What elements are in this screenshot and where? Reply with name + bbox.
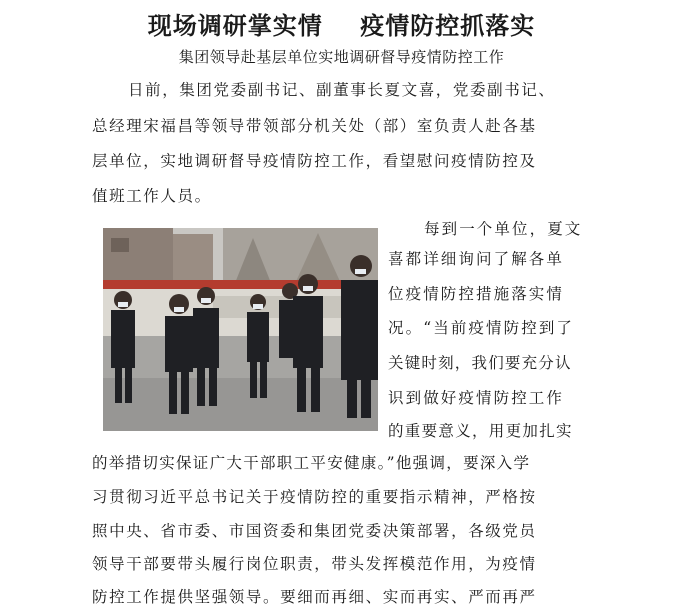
article-title: 现场调研掌实情 疫情防控抓落实	[147, 12, 536, 40]
text-line: 关键时刻，我们要充分认	[388, 354, 572, 372]
article-photo	[103, 228, 378, 431]
text-line: 照中央、省市委、市国资委和集团党委决策部署，各级党员	[92, 522, 537, 540]
group-of-officials-photo	[103, 228, 378, 431]
article-subtitle: 集团领导赴基层单位实地调研督导疫情防控工作	[178, 48, 505, 66]
text-line: 日前，集团党委副书记、副董事长夏文喜，党委副书记、	[128, 81, 556, 99]
text-line: 的重要意义，用更加扎实	[388, 422, 573, 440]
text-line: 层单位，实地调研督导疫情防控工作，看望慰问疫情防控及	[92, 152, 537, 170]
text-line: 的举措切实保证广大干部职工平安健康。”他强调，要深入学	[92, 454, 531, 472]
text-line: 喜都详细询问了解各单	[388, 250, 565, 268]
text-line: 识到做好疫情防控工作	[388, 389, 565, 407]
text-line: 况。“当前疫情防控到了	[388, 319, 575, 337]
text-line: 习贯彻习近平总书记关于疫情防控的重要指示精神，严格按	[92, 488, 537, 506]
text-line: 总经理宋福昌等领导带领部分机关处（部）室负责人赴各基	[92, 117, 537, 135]
text-line: 位疫情防控措施落实情	[388, 285, 565, 303]
text-line: 每到一个单位，夏文	[424, 220, 583, 238]
text-line: 防控工作提供坚强领导。要细而再细、实而再实、严而再严	[92, 588, 537, 606]
text-line: 领导干部要带头履行岗位职责，带头发挥模范作用，为疫情	[92, 555, 537, 573]
text-line: 值班工作人员。	[92, 187, 212, 205]
